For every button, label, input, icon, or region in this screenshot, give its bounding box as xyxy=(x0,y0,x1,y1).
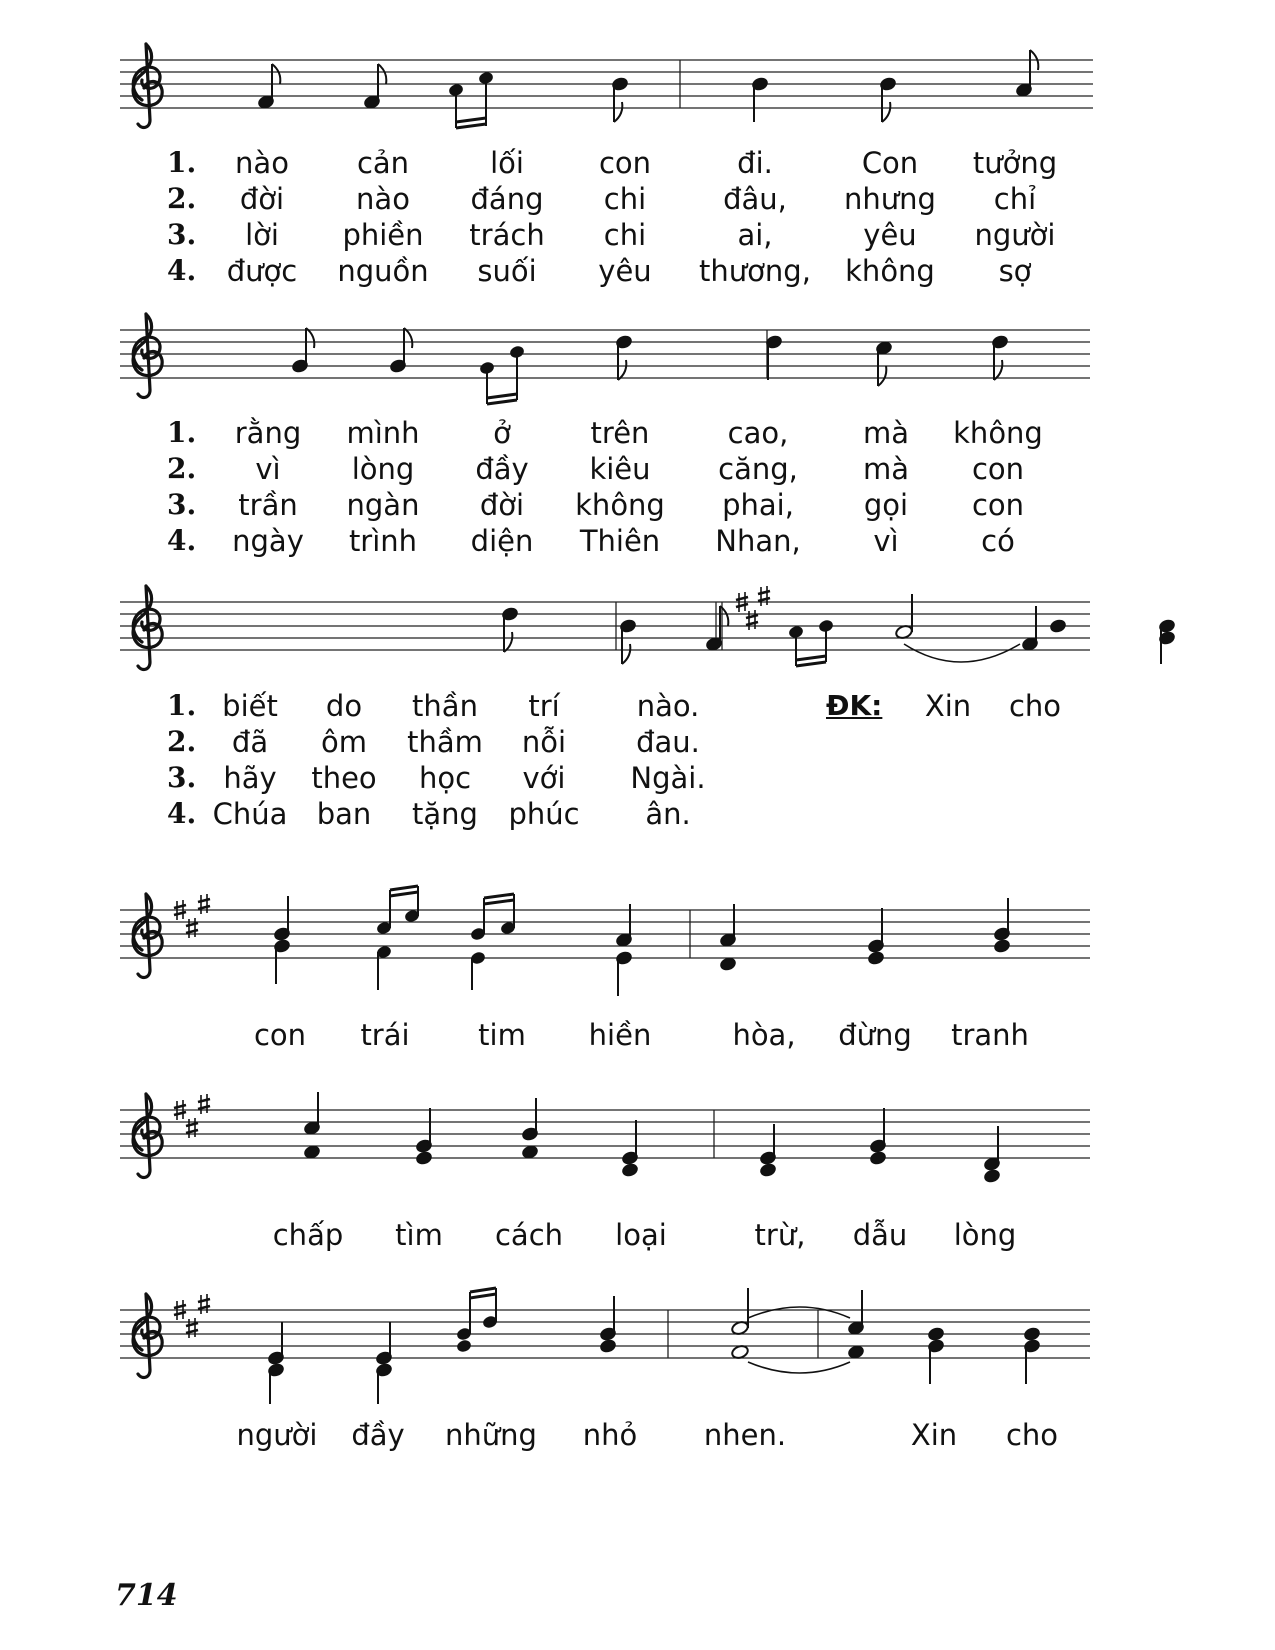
staff-system-6 xyxy=(120,1288,1090,1404)
lyric-word: mình xyxy=(346,416,420,450)
lyric-word: diện xyxy=(470,524,534,558)
lyric-word: Xin xyxy=(910,1418,958,1452)
verse-number: 4. xyxy=(167,254,197,287)
refrain-label: ĐK: xyxy=(826,689,883,722)
lyric-word: không xyxy=(845,254,935,288)
lyric-word: nào. xyxy=(636,689,700,723)
lyric-word: cho xyxy=(1005,1418,1059,1452)
lyric-word: theo xyxy=(311,761,377,795)
lyric-word: học xyxy=(418,761,472,795)
lyric-word: ngàn xyxy=(346,488,420,522)
lyric-word: vì xyxy=(255,452,281,486)
lyric-word: biết xyxy=(222,689,278,723)
lyric-word: nào xyxy=(235,146,289,180)
lyric-word: nguồn xyxy=(337,254,429,288)
verse-number: 2. xyxy=(167,725,197,758)
lyric-word: gọi xyxy=(863,488,909,522)
verse-number: 2. xyxy=(167,452,197,485)
lyric-word: ngày xyxy=(232,524,304,558)
lyric-word: căng, xyxy=(718,452,798,486)
lyric-word: nhen. xyxy=(703,1418,787,1452)
lyric-word: kiêu xyxy=(589,452,651,486)
lyric-word: Nhan, xyxy=(715,524,801,558)
lyric-word: hãy xyxy=(223,761,277,795)
verse-number: 3. xyxy=(167,761,197,794)
lyric-word: Con xyxy=(861,146,919,180)
lyric-word: chi xyxy=(603,218,647,252)
lyric-word: đâu, xyxy=(723,182,787,216)
lyric-word: những xyxy=(445,1418,537,1452)
lyric-word: ôm xyxy=(321,725,367,759)
staff-system-3 xyxy=(120,586,1175,669)
lyric-word: nhưng xyxy=(844,182,936,216)
lyric-word: lòng xyxy=(351,452,415,486)
lyric-word: đầy xyxy=(475,452,529,486)
lyric-word: nhỏ xyxy=(582,1418,638,1452)
lyric-word: ở xyxy=(493,416,511,450)
lyric-word: ân. xyxy=(645,797,691,831)
staff-system-2 xyxy=(120,314,1090,404)
lyric-word: không xyxy=(575,488,665,522)
lyric-word: trần xyxy=(238,488,298,522)
lyric-word: Thiên xyxy=(579,524,661,558)
lyric-word: dẫu xyxy=(852,1218,908,1252)
lyric-word: mà xyxy=(862,452,910,486)
lyric-word: người xyxy=(236,1418,318,1452)
lyric-word: tưởng xyxy=(972,146,1058,180)
lyric-word: yêu xyxy=(863,218,917,252)
lyric-word: phai, xyxy=(722,488,794,522)
lyric-word: mà xyxy=(862,416,910,450)
lyric-word: đã xyxy=(231,725,269,759)
lyric-word: con xyxy=(971,452,1025,486)
lyric-word: hiền xyxy=(588,1018,652,1052)
verse-number: 3. xyxy=(167,488,197,521)
verse-number: 4. xyxy=(167,797,197,830)
lyric-word: thần xyxy=(412,689,478,723)
verse-number: 2. xyxy=(167,182,197,215)
lyric-word: con xyxy=(253,1018,307,1052)
lyric-word: có xyxy=(981,524,1015,558)
lyric-word: tìm xyxy=(395,1218,443,1252)
lyric-word: phúc xyxy=(508,797,580,831)
page-number: 714 xyxy=(115,1578,178,1613)
lyric-word: con xyxy=(971,488,1025,522)
lyric-word: phiền xyxy=(342,218,424,252)
lyric-word: vì xyxy=(873,524,899,558)
lyric-word: ai, xyxy=(737,218,773,252)
lyric-word: rằng xyxy=(234,416,302,450)
lyric-word: tặng xyxy=(412,797,478,831)
lyric-word: trên xyxy=(590,416,650,450)
lyric-word: đời xyxy=(239,182,285,216)
lyric-word: con xyxy=(598,146,652,180)
lyric-word: người xyxy=(974,218,1056,252)
lyric-word: đáng xyxy=(470,182,544,216)
lyric-word: đời xyxy=(479,488,525,522)
lyric-word: thương, xyxy=(699,254,811,288)
lyric-word: lòng xyxy=(953,1218,1017,1252)
lyric-word: Ngài. xyxy=(630,761,706,795)
lyric-word: không xyxy=(953,416,1043,450)
lyric-word: cách xyxy=(494,1218,564,1252)
verse-number: 1. xyxy=(167,416,197,449)
lyric-word: chi xyxy=(603,182,647,216)
verse-number: 4. xyxy=(167,524,197,557)
staff-system-4 xyxy=(120,886,1090,996)
lyric-word: cản xyxy=(356,146,410,180)
lyric-word: ban xyxy=(316,797,372,831)
lyric-word: trí xyxy=(528,689,560,723)
refrain-word: cho xyxy=(1008,689,1062,723)
lyric-word: Chúa xyxy=(212,797,288,831)
staff-system-5 xyxy=(120,1092,1090,1183)
lyric-word: trừ, xyxy=(754,1218,806,1252)
lyric-word: đầy xyxy=(351,1418,405,1452)
lyric-word: lối xyxy=(490,146,524,180)
lyric-word: tranh xyxy=(951,1018,1029,1052)
lyric-word: cao, xyxy=(727,416,789,450)
lyric-word: đừng xyxy=(838,1018,912,1052)
lyric-word: trái xyxy=(360,1018,410,1052)
lyric-word: thầm xyxy=(407,725,483,759)
lyric-word: chỉ xyxy=(993,182,1037,216)
lyric-word: sợ xyxy=(998,254,1032,288)
lyric-word: tim xyxy=(478,1018,526,1052)
lyric-word: trách xyxy=(469,218,545,252)
lyric-word: do xyxy=(325,689,363,723)
lyric-word: được xyxy=(226,254,298,288)
lyric-word: nỗi xyxy=(521,725,567,759)
lyric-word: đi. xyxy=(737,146,773,180)
lyric-word: lời xyxy=(245,218,279,252)
refrain-word: Xin xyxy=(924,689,972,723)
lyric-word: chấp xyxy=(272,1218,344,1252)
lyric-word: loại xyxy=(615,1218,667,1252)
lyric-word: suối xyxy=(477,254,537,288)
verse-number: 1. xyxy=(167,146,197,179)
lyric-word: trình xyxy=(348,524,418,558)
lyric-word: đau. xyxy=(636,725,700,759)
lyric-word: yêu xyxy=(598,254,652,288)
staff-system-1 xyxy=(120,44,1093,128)
verse-number: 1. xyxy=(167,689,197,722)
lyric-word: nào xyxy=(356,182,410,216)
lyric-word: với xyxy=(522,761,566,795)
verse-number: 3. xyxy=(167,218,197,251)
lyric-word: hòa, xyxy=(732,1018,796,1052)
